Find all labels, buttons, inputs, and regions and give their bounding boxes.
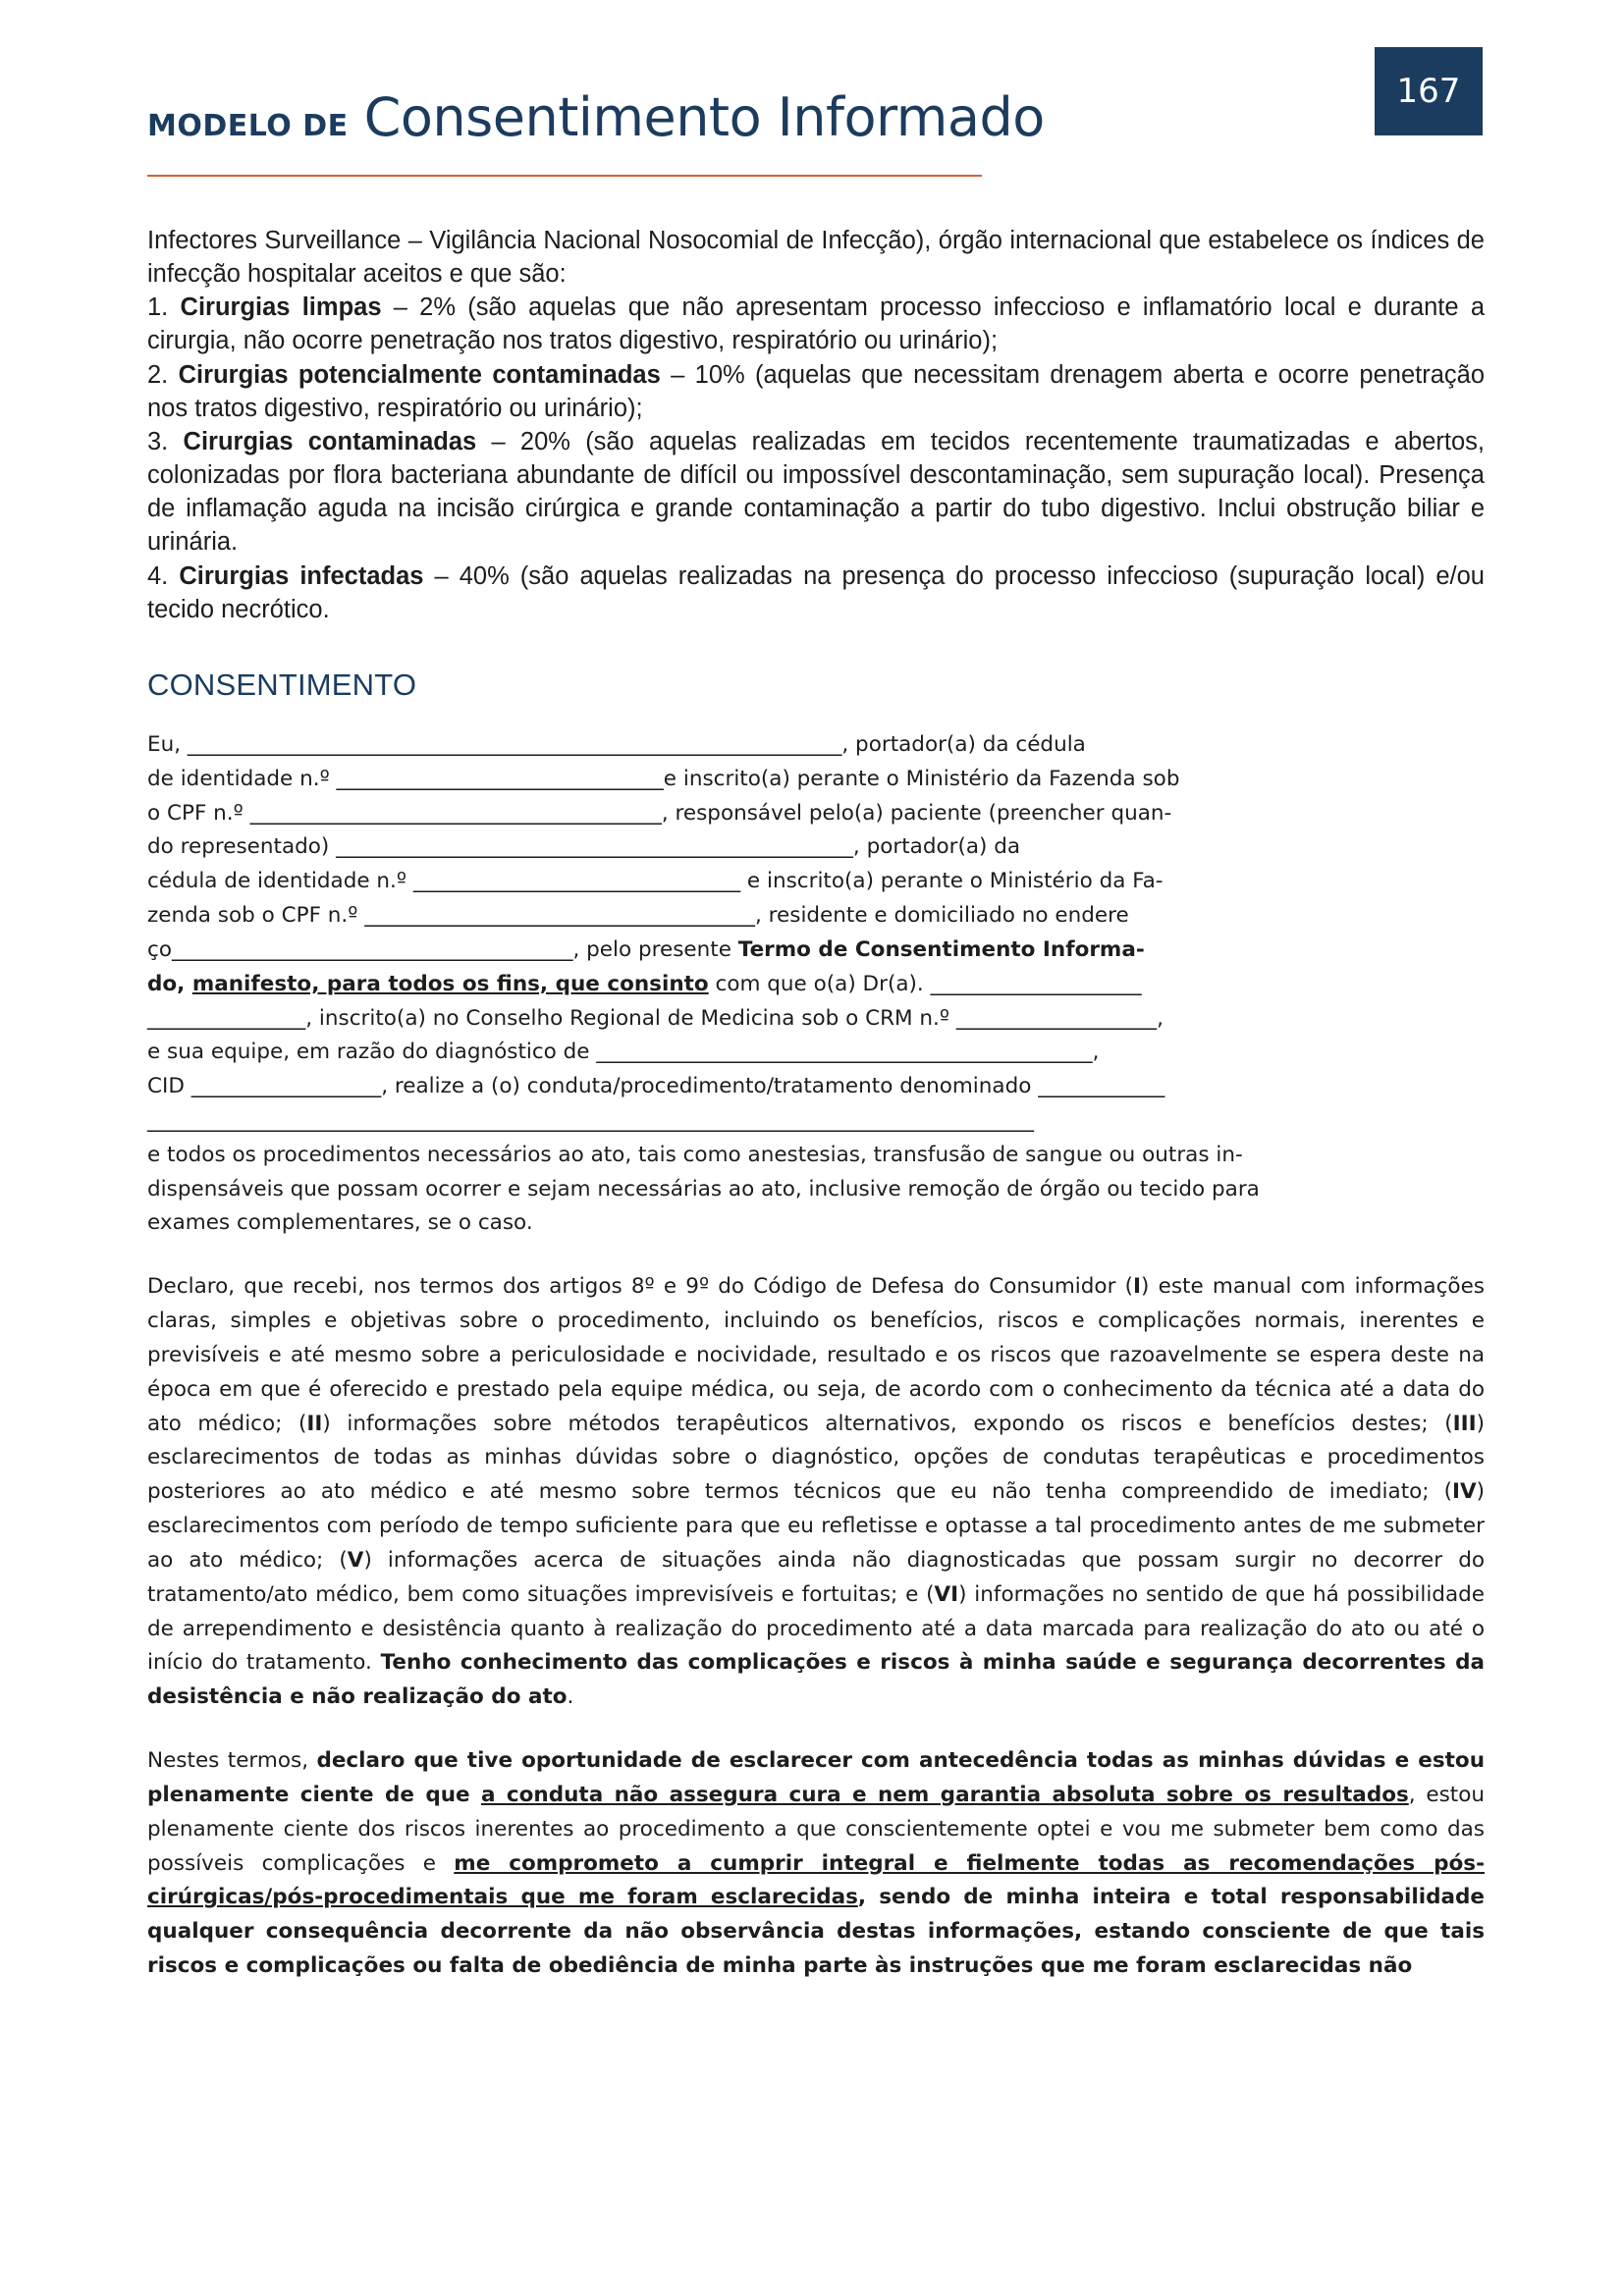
intro-section bbox=[147, 224, 1485, 626]
form-line-12: ____________________________________________________________________________________ bbox=[147, 1107, 1034, 1133]
form-line-8-bold-a: do, bbox=[147, 971, 192, 996]
intro-item-3-number: 3. bbox=[147, 427, 169, 455]
form-line-10: e sua equipe, em razão do diagnóstico de _______________________________________________, bbox=[147, 1040, 1100, 1065]
form-line-14: dispensáveis que possam ocorrer e sejam necessárias ao ato, inclusive remoção de órgão ou tecido para bbox=[147, 1176, 1260, 1201]
final-bold-underline-2: me comprometo a cumprir integral e fielmente todas as recomendações pós-cirúrgicas/pós-procedimentais que me foram esclarecidas bbox=[147, 1850, 1485, 1910]
form-line-15: exames complementares, se o caso. bbox=[147, 1210, 533, 1236]
intro-item-1-text: – 2% (são aquelas que não apresentam processo infeccioso e inflamatório local e durante a cirurgia, não ocorre penetração nos tratos digestivo, respiratório ou urinário); bbox=[147, 294, 1485, 355]
declaration-part-6: ) informações acerca de situações ainda não diagnosticadas que possam surgir no decorrer do tratamento/ato médico, bem como situações imprevisíveis e fortuitas; e ( bbox=[147, 1547, 1485, 1607]
form-line-6: zenda sob o CPF n.º _____________________________________, residente e domiciliado no endere bbox=[147, 903, 1129, 929]
form-line-1: Eu, ______________________________________________________________, portador(a) da cédula bbox=[147, 731, 1086, 757]
declaration-roman-4: IV bbox=[1451, 1479, 1477, 1505]
page-title: Consentimento Informado bbox=[363, 86, 1045, 148]
intro-item-3-text: – 20% (são aquelas realizadas em tecidos recentemente traumatizadas e abertos, colonizadas por flora bacteriana abundante de difícil ou impossível descontaminação, sem supuração local). Presença de inflamação aguda na incisão cirúrgica e grande contaminação a partir do tubo digestivo. Inclui obstrução biliar e urinária. bbox=[147, 427, 1485, 557]
intro-item-2-term: Cirurgias potencialmente contaminadas bbox=[178, 360, 661, 389]
form-line-5: cédula de identidade n.º _______________________________ e inscrito(a) perante o Ministério da Fa- bbox=[147, 869, 1164, 894]
intro-item-1-number: 1. bbox=[147, 294, 169, 322]
intro-item-2-text: – 10% (aquelas que necessitam drenagem aberta e ocorre penetração nos tratos digestivo, respiratório ou urinário); bbox=[147, 360, 1486, 422]
consent-form-block bbox=[147, 728, 1485, 1241]
declaration-part-3: ) informações sobre métodos terapêuticos alternativos, expondo os riscos e benefícios destes; ( bbox=[322, 1411, 1453, 1436]
declaration-roman-3: III bbox=[1452, 1411, 1477, 1436]
declaration-roman-2: II bbox=[306, 1411, 323, 1436]
declaration-end: . bbox=[567, 1684, 574, 1710]
declaration-bold-tail: Tenho conhecimento das complicações e riscos à minha saúde e segurança decorrentes da desistência e não realização do ato bbox=[147, 1650, 1485, 1710]
form-line-7 bbox=[147, 934, 1485, 968]
intro-item-4-text: – 40% (são aquelas realizadas na presença do processo infeccioso (supuração local) e/ou tecido necrótico. bbox=[147, 561, 1485, 623]
form-line-11: CID __________________, realize a (o) conduta/procedimento/tratamento denominado ____________ bbox=[147, 1074, 1165, 1099]
form-line-7-text: ço______________________________________, pelo presente bbox=[147, 936, 738, 962]
final-paragraph bbox=[147, 1744, 1485, 1984]
form-line-4: do representado) _________________________________________________, portador(a) da bbox=[147, 834, 1021, 860]
final-text bbox=[147, 1744, 1485, 1984]
declaration-part-5: ) esclarecimentos com período de tempo suficiente para que eu refletisse e optasse a tal procedimento antes de me submeter ao ato médico; ( bbox=[147, 1479, 1485, 1573]
declaration-paragraph bbox=[147, 1270, 1485, 1715]
intro-item-3-term: Cirurgias contaminadas bbox=[183, 427, 477, 455]
form-line-7-bold: Termo de Consentimento Informa- bbox=[737, 936, 1145, 962]
intro-item-4-number: 4. bbox=[147, 561, 169, 590]
form-line-8-bold-underline: manifesto, para todos os fins, que consinto bbox=[191, 971, 709, 996]
declaration-part-1: Declaro, que recebi, nos termos dos artigos 8º e 9º do Código de Defesa do Consumidor ( bbox=[147, 1274, 1134, 1300]
declaration-part-7: ) informações no sentido de que há possibilidade de arrependimento e desistência quanto à realização do procedimento até a data marcada para realização do ato ou até o início do tratamento. bbox=[147, 1581, 1485, 1676]
intro-item-2 bbox=[147, 358, 1485, 425]
declaration-roman-1: I bbox=[1133, 1274, 1142, 1300]
form-line-8-text: com que o(a) Dr(a). ____________________ bbox=[708, 971, 1142, 996]
form-line-2: de identidade n.º _______________________________e inscrito(a) perante o Ministério da Fazenda sob bbox=[147, 766, 1180, 791]
header-divider bbox=[147, 175, 982, 177]
declaration-roman-5: V bbox=[347, 1547, 364, 1573]
final-part-1: Nestes termos, bbox=[147, 1748, 317, 1774]
final-bold-underline-1: a conduta não assegura cura e nem garantia absoluta sobre os resultados bbox=[481, 1782, 1409, 1807]
intro-lead-paragraph: Infectores Surveillance – Vigilância Nacional Nosocomial de Infecção), órgão internacional que estabelece os índices de infecção hospitalar aceitos e que são: bbox=[147, 227, 1485, 289]
form-line-3: o CPF n.º _______________________________________, responsável pelo(a) paciente (preencher quan- bbox=[147, 800, 1172, 826]
page-header bbox=[0, 0, 1624, 196]
form-line-8 bbox=[147, 968, 1485, 1002]
final-part-2: , estou plenamente ciente dos riscos inerentes ao procedimento a que conscientemente optei e vou me submeter bem como das possíveis complicações e bbox=[147, 1782, 1485, 1876]
form-line-9: _______________, inscrito(a) no Conselho Regional de Medicina sob o CRM n.º ___________________, bbox=[147, 1005, 1164, 1031]
intro-item-2-number: 2. bbox=[147, 360, 169, 389]
form-line-13: e todos os procedimentos necessários ao ato, tais como anestesias, transfusão de sangue ou outras in- bbox=[147, 1142, 1243, 1167]
section-heading-consentimento: CONSENTIMENTO bbox=[147, 667, 417, 702]
declaration-part-2: ) este manual com informações claras, simples e objetivas sobre o procedimento, incluindo os benefícios, riscos e complicações normais, inerentes e previsíveis e até mesmo sobre a periculosidade e nocividade, resultado e os riscos que razoavelmente se espera deste na época em que é oferecido e prestado pela equipe médica, ou seja, de acordo com o conhecimento da técnica até a data do ato médico; ( bbox=[147, 1274, 1485, 1436]
intro-item-1 bbox=[147, 291, 1485, 357]
declaration-text bbox=[147, 1270, 1485, 1715]
page-number-badge: 167 bbox=[1375, 47, 1483, 135]
declaration-part-4: ) esclarecimentos de todas as minhas dúvidas sobre o diagnóstico, opções de condutas terapêuticas e procedimentos posteriores ao ato médico e até mesmo sobre termos técnicos que eu não tenha compreendido de imediato; ( bbox=[147, 1411, 1486, 1505]
intro-item-4-term: Cirurgias infectadas bbox=[179, 561, 424, 590]
intro-item-1-term: Cirurgias limpas bbox=[180, 294, 382, 322]
intro-item-4 bbox=[147, 560, 1485, 626]
page-content bbox=[147, 224, 1485, 1984]
final-bold-1: declaro que tive oportunidade de esclarecer com antecedência todas as minhas dúvidas e estou plenamente ciente de que bbox=[147, 1748, 1486, 1807]
intro-item-3 bbox=[147, 425, 1485, 560]
final-bold-2: , sendo de minha inteira e total responsabilidade qualquer consequência decorrente da não observância destas informações, estando consciente de que tais riscos e complicações ou falta de obediência de minha parte às instruções que me foram esclarecidas não bbox=[147, 1885, 1485, 1979]
header-pre-title: MODELO DE bbox=[147, 109, 349, 143]
declaration-roman-6: VI bbox=[934, 1581, 959, 1607]
header-title-group bbox=[147, 86, 1045, 148]
